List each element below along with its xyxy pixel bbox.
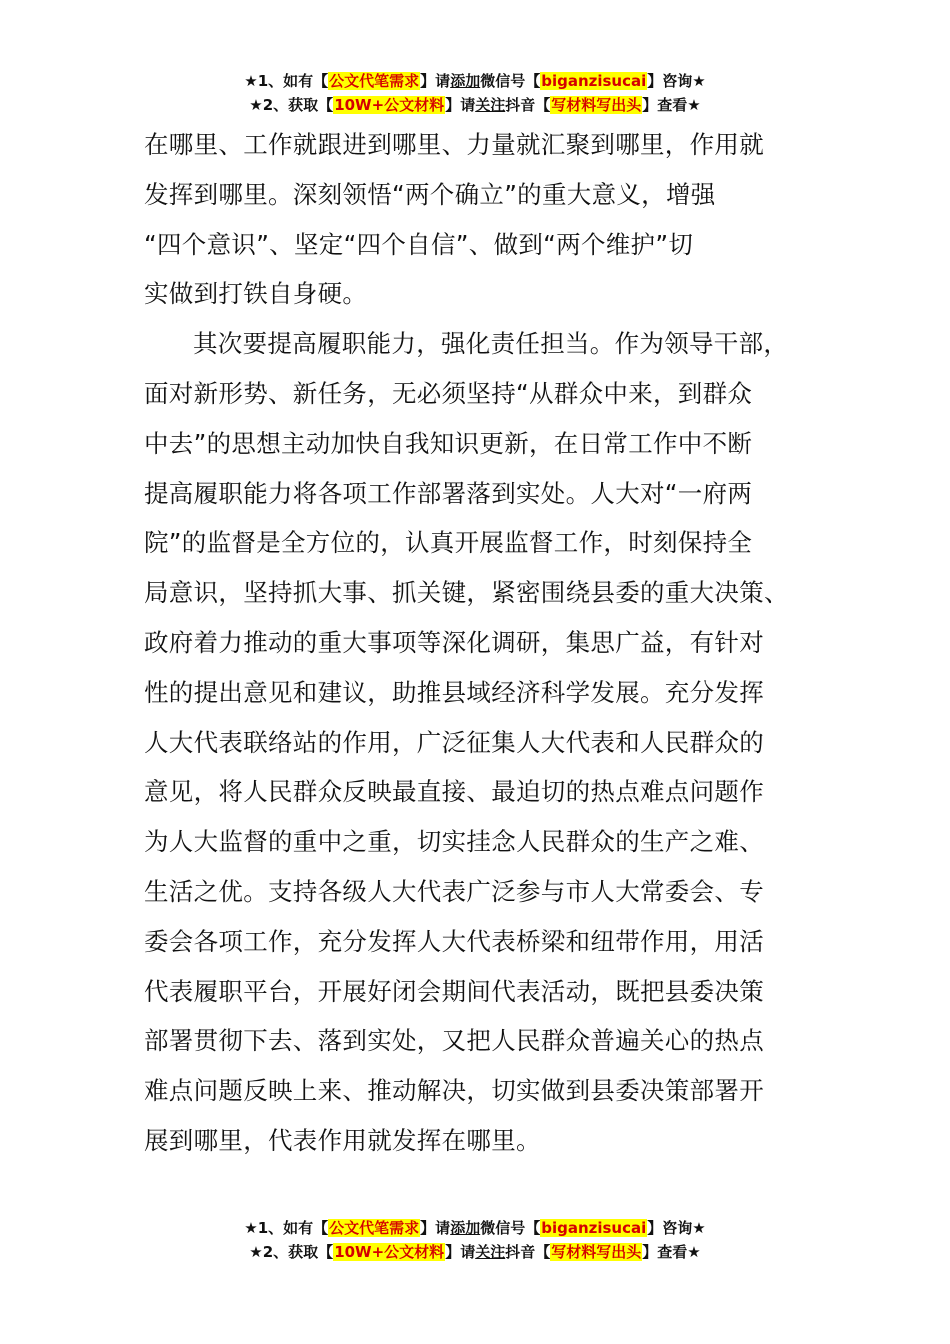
banner-underlined-text: 添加: [450, 72, 481, 90]
banner-text: 微信号【: [480, 72, 541, 90]
banner-highlight: 写材料写出头: [551, 96, 642, 114]
text-line: 生活之优。支持各级人大代表广泛参与市人大常委会、专: [144, 876, 764, 906]
text-line: 性的提出意见和建议，助推县域经济科学发展。充分发挥: [144, 677, 764, 707]
banner-text: 】请: [420, 72, 451, 90]
footer-banner: [0, 1216, 950, 1264]
text-line: 代表履职平台，开展好闭会期间代表活动，既把县委决策: [144, 976, 764, 1006]
text-line: 部署贯彻下去、落到实处，又把人民群众普遍关心的热点: [144, 1026, 764, 1056]
banner-text: 】查看★: [642, 1243, 701, 1261]
banner-line-2: [0, 1240, 950, 1264]
banner-text: 】请: [445, 96, 476, 114]
banner-text: ★2、获取【: [249, 96, 334, 114]
banner-text: 】请: [420, 1219, 451, 1237]
text-line: 实做到打铁自身硬。: [144, 279, 368, 309]
banner-highlight: 10W+公文材料: [334, 96, 445, 114]
text-line: 人大代表联络站的作用，广泛征集人大代表和人民群众的: [144, 727, 764, 757]
text-line: 院”的监督是全方位的，认真开展监督工作，时刻保持全: [144, 528, 753, 558]
banner-highlight: 公文代笔需求: [329, 72, 420, 90]
banner-highlight: 写材料写出头: [551, 1243, 642, 1261]
text-line: 意见，将人民群众反映最直接、最迫切的热点难点问题作: [144, 777, 764, 807]
text-line: 政府着力推动的重大事项等深化调研，集思广益，有针对: [144, 627, 764, 657]
banner-line-2: [0, 93, 950, 117]
banner-text: 抖音【: [505, 96, 551, 114]
banner-text: 】查看★: [642, 96, 701, 114]
header-banner: [0, 69, 950, 117]
banner-line-1: [0, 1216, 950, 1240]
banner-highlight: 公文代笔需求: [329, 1219, 420, 1237]
banner-underlined-text: 添加: [450, 1219, 481, 1237]
text-line: 为人大监督的重中之重，切实挂念人民群众的生产之难、: [144, 827, 764, 857]
text-line: 展到哪里，代表作用就发挥在哪里。: [144, 1125, 541, 1155]
banner-text: 】咨询★: [647, 72, 706, 90]
text-line: 局意识，坚持抓大事、抓关键，紧密围绕县委的重大决策、: [144, 578, 789, 608]
text-line: 难点问题反映上来、推动解决，切实做到县委决策部署开: [144, 1076, 764, 1106]
banner-text: ★2、获取【: [249, 1243, 334, 1261]
banner-text: ★1、如有【: [244, 1219, 329, 1237]
banner-highlight: biganzisucai: [541, 72, 647, 90]
text-line: 面对新形势、新任务，无必须坚持“从群众中来，到群众: [144, 378, 753, 408]
banner-text: 】请: [445, 1243, 476, 1261]
banner-text: ★1、如有【: [244, 72, 329, 90]
banner-highlight: 10W+公文材料: [334, 1243, 445, 1261]
text-line: 提高履职能力将各项工作部署落到实处。人大对“一府两: [144, 478, 753, 508]
text-line: 委会各项工作，充分发挥人大代表桥梁和纽带作用，用活: [144, 926, 764, 956]
banner-line-1: [0, 69, 950, 93]
banner-highlight: biganzisucai: [541, 1219, 647, 1237]
text-line: 发挥到哪里。深刻领悟“两个确立”的重大意义，增强: [144, 179, 716, 209]
banner-text: 抖音【: [505, 1243, 551, 1261]
text-line: 中去”的思想主动加快自我知识更新，在日常工作中不断: [144, 428, 753, 458]
banner-text: 微信号【: [480, 1219, 541, 1237]
banner-underlined-text: 关注: [475, 96, 506, 114]
text-line: “四个意识”、坚定“四个自信”、做到“两个维护”切: [144, 229, 694, 259]
banner-text: 】咨询★: [647, 1219, 706, 1237]
text-line: 在哪里、工作就跟进到哪里、力量就汇聚到哪里，作用就: [144, 130, 764, 159]
document-body: [144, 120, 812, 1166]
banner-underlined-text: 关注: [475, 1243, 506, 1261]
paragraph-first-line: 其次要提高履职能力，强化责任担当。作为领导干部，: [193, 329, 789, 359]
